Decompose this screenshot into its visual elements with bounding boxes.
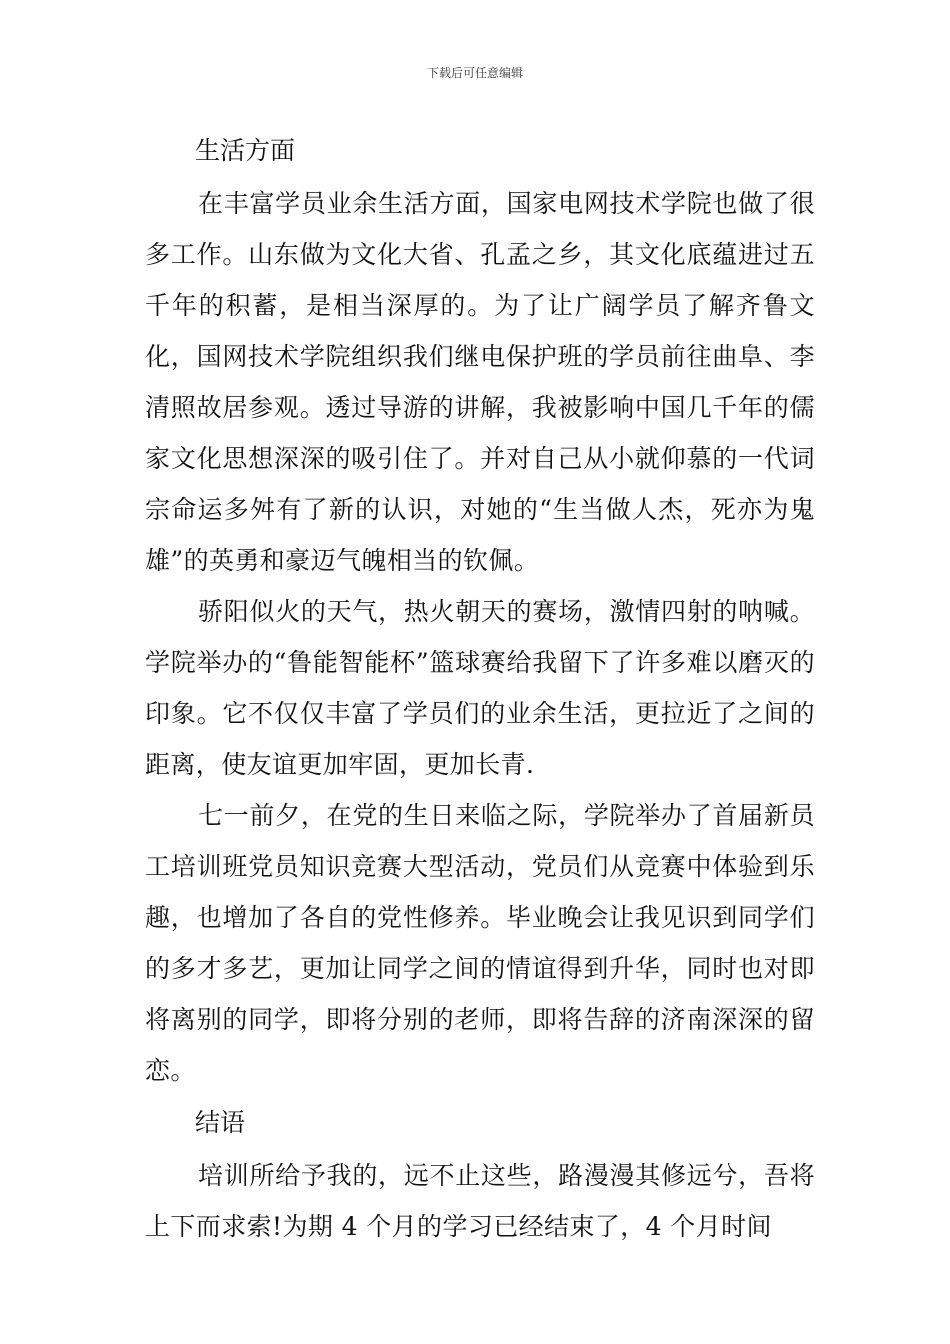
paragraph-conclusion: 培训所给予我的，远不止这些，路漫漫其修远兮，吾将上下而求索!为期 4 个月的学习已经结束了，4 个月时间 xyxy=(145,1161,815,1241)
document-body xyxy=(145,124,815,1252)
paragraph-basketball: 骄阳似火的天气，热火朝天的赛场，激情四射的呐喊。学院举办的“鲁能智能杯”篮球赛给我留下了许多难以磨灭的印象。它不仅仅丰富了学员们的业余生活，更拉近了之间的距离，使友谊更加牢固，更加长青. xyxy=(145,597,815,779)
paragraph-party-contest: 七一前夕，在党的生日来临之际，学院举办了首届新员工培训班党员知识竞赛大型活动，党员们从竞赛中体验到乐趣，也增加了各自的党性修养。毕业晚会让我见识到同学们的多才多艺，更加让同学之间的情谊得到升华，同时也对即将离别的同学，即将分别的老师，即将告辞的济南深深的留恋。 xyxy=(145,801,815,1085)
section-heading-life: 生活方面 xyxy=(195,136,296,165)
paragraph-life-activities: 在丰富学员业余生活方面，国家电网技术学院也做了很多工作。山东做为文化大省、孔孟之乡，其文化底蕴进过五千年的积蓄，是相当深厚的。为了让广阔学员了解齐鲁文化，国网技术学院组织我们继电保护班的学员前往曲阜、李清照故居参观。透过导游的讲解，我被影响中国几千年的儒家文化思想深深的吸引住了。并对自己从小就仰慕的一代词宗命运多舛有了新的认识，对她的“生当做人杰，死亦为鬼雄”的英勇和豪迈气魄相当的钦佩。 xyxy=(145,189,815,575)
page-header-note: 下载后可任意编辑 xyxy=(426,66,523,80)
section-heading-conclusion: 结语 xyxy=(195,1108,246,1137)
